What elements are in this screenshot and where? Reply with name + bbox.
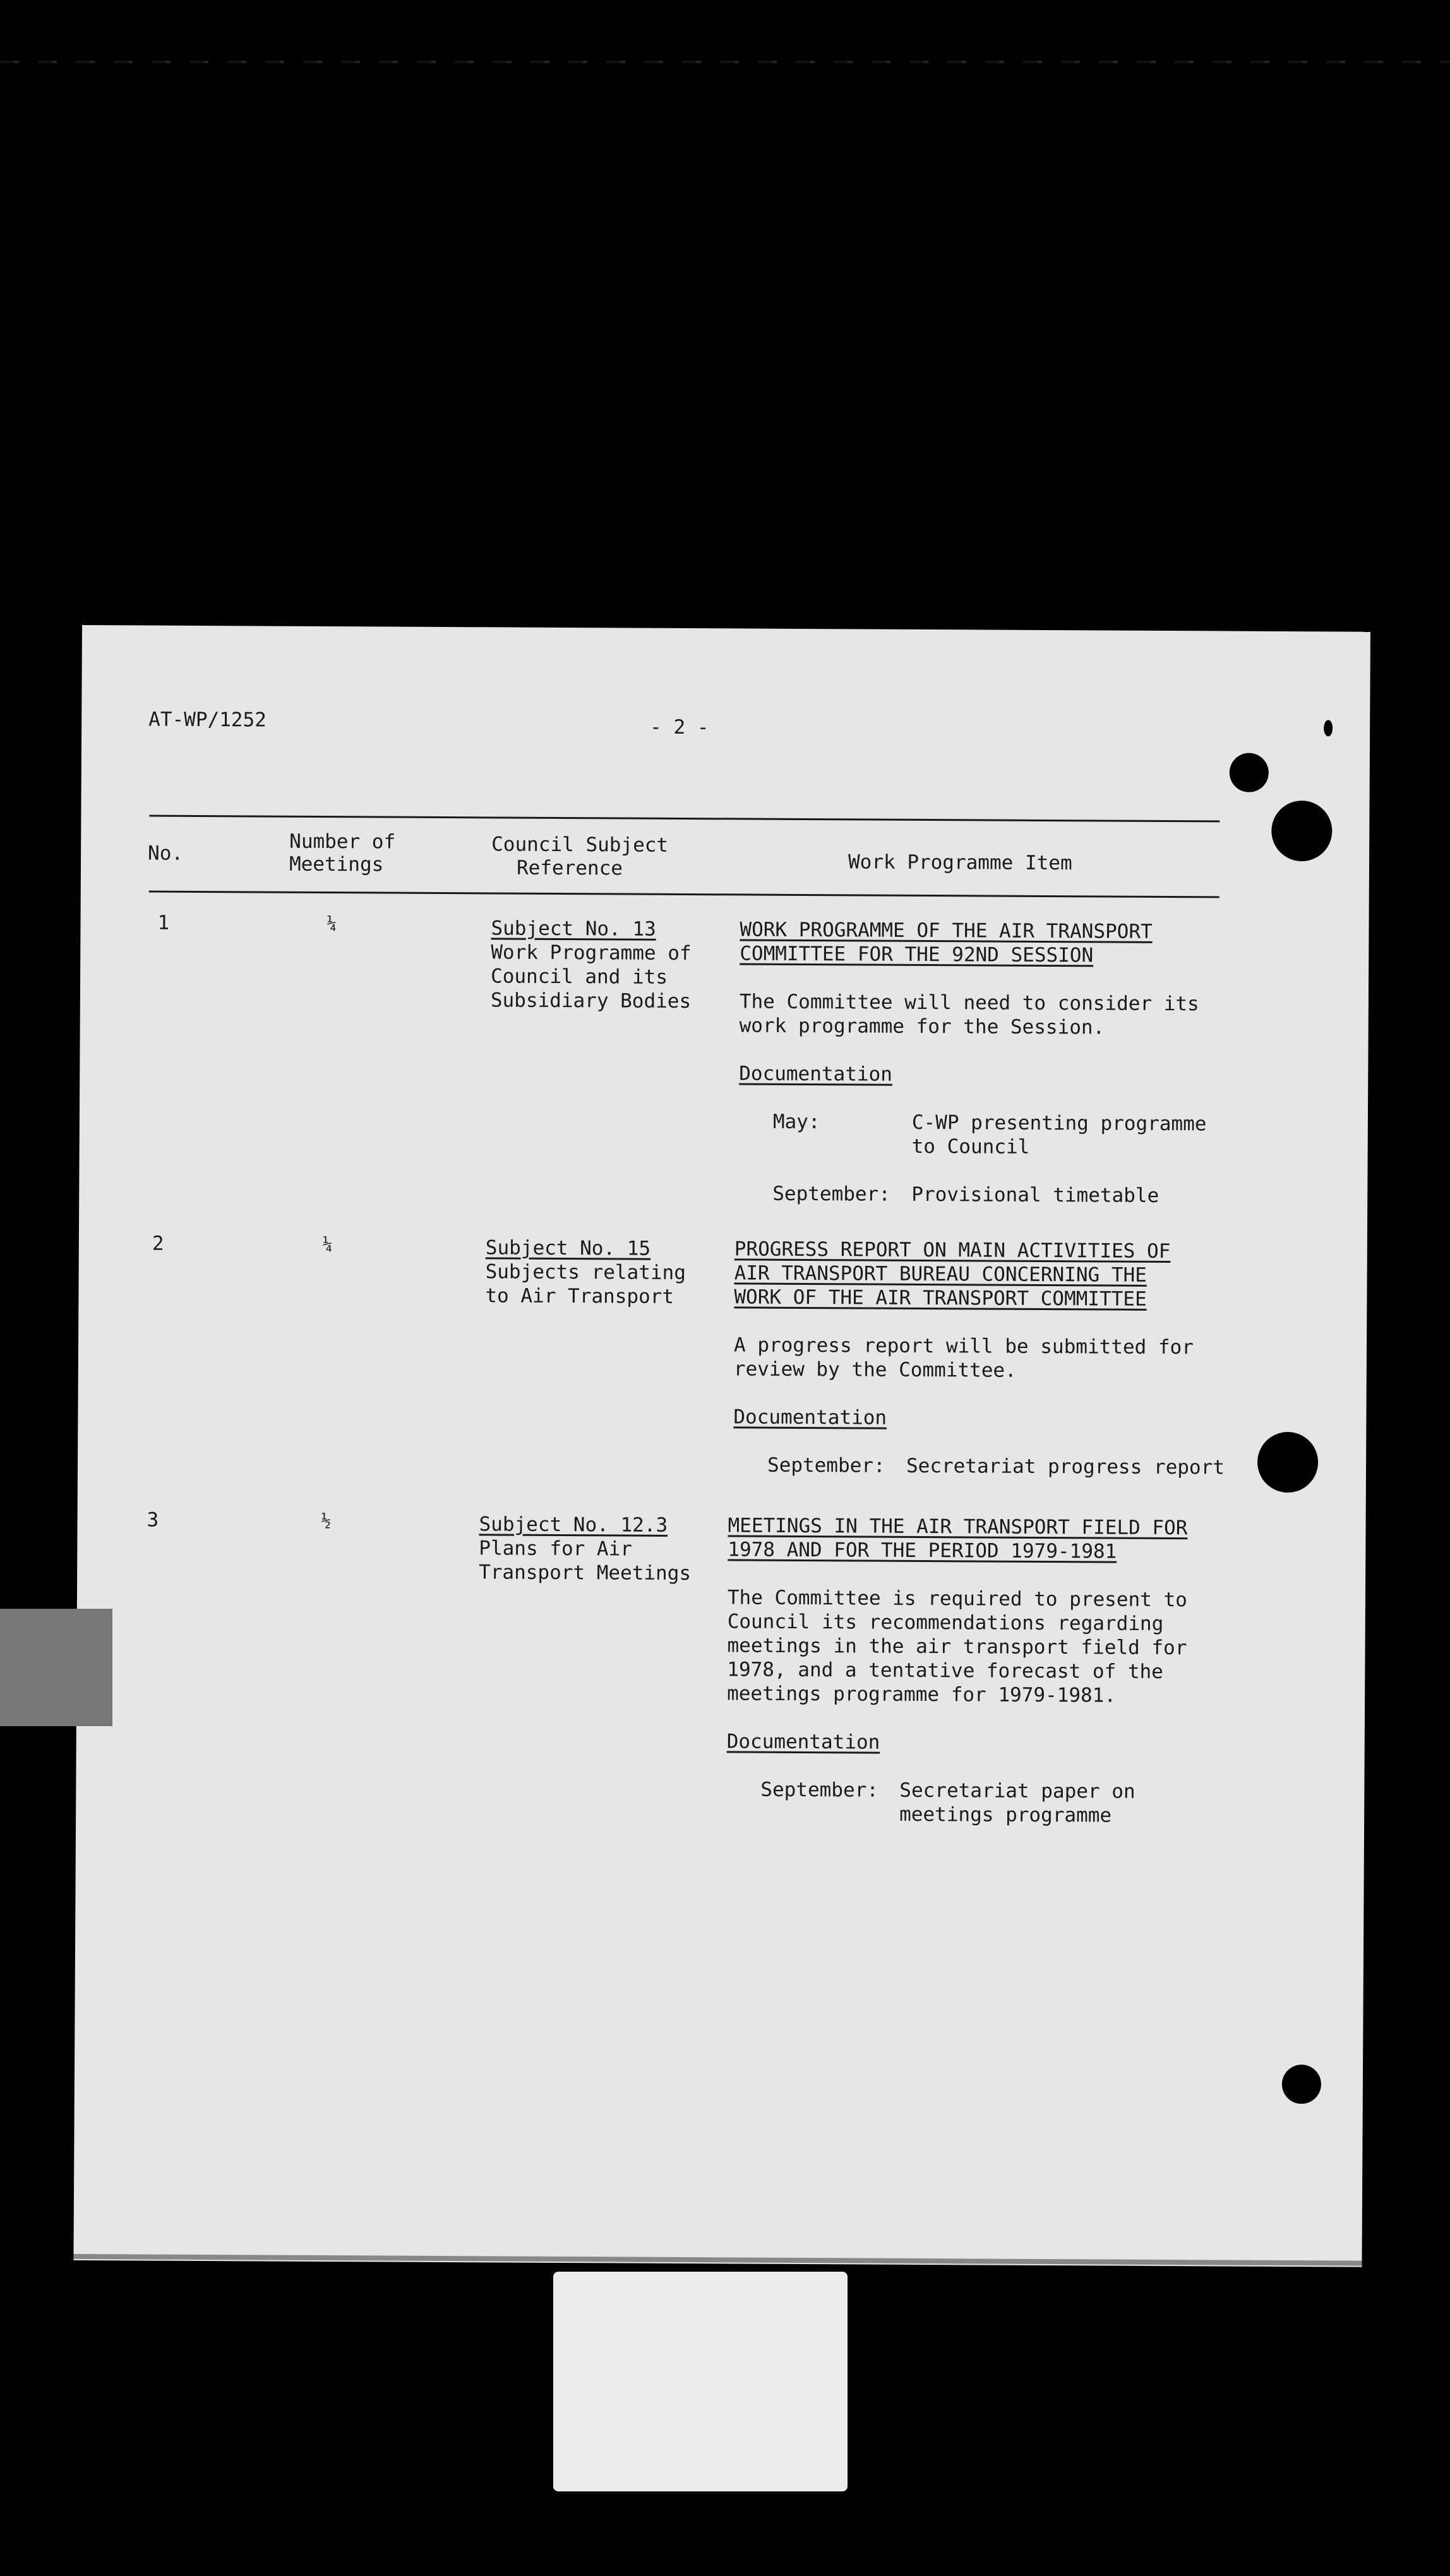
documentation-item: meetings programme [899, 1803, 1112, 1827]
item-title: WORK PROGRAMME OF THE AIR TRANSPORT [740, 918, 1153, 943]
subject-description: Transport Meetings [479, 1561, 692, 1585]
ink-speck [1324, 720, 1333, 736]
document-page [73, 625, 1370, 2267]
subject-reference: Subject No. 15 [485, 1236, 651, 1260]
subject-description: Plans for Air [479, 1537, 633, 1561]
blank-card [553, 2272, 848, 2491]
page-bottom-edge [73, 2254, 1362, 2266]
row-number: 2 [152, 1232, 164, 1255]
meetings-count: ½ [321, 1512, 332, 1531]
row-number: 1 [157, 911, 170, 934]
column-header-subject-line2: Reference [516, 856, 623, 880]
documentation-item: Provisional timetable [911, 1183, 1159, 1207]
punch-hole [1282, 2065, 1321, 2104]
documentation-date: May: [772, 1110, 820, 1134]
subject-reference: Subject No. 12.3 [479, 1513, 668, 1537]
documentation-date: September: [772, 1182, 891, 1206]
column-header-no: No. [148, 842, 184, 865]
item-title: PROGRESS REPORT ON MAIN ACTIVITIES OF [734, 1237, 1171, 1263]
item-title: AIR TRANSPORT BUREAU CONCERNING THE [734, 1261, 1147, 1287]
item-description: meetings programme for 1979-1981. [727, 1682, 1117, 1707]
document-reference: AT-WP/1252 [148, 708, 267, 732]
item-title: MEETINGS IN THE AIR TRANSPORT FIELD FOR [728, 1514, 1188, 1540]
documentation-heading: Documentation [733, 1405, 887, 1429]
subject-description: Subjects relating [485, 1260, 686, 1285]
documentation-item: C-WP presenting programme [911, 1111, 1207, 1136]
subject-reference: Subject No. 13 [491, 917, 656, 941]
documentation-date: September: [760, 1778, 879, 1802]
page-number: - 2 - [650, 715, 709, 739]
documentation-item: to Council [911, 1135, 1030, 1159]
documentation-date: September: [767, 1453, 885, 1477]
column-header-meetings-line1: Number of [289, 830, 396, 854]
item-title: 1978 AND FOR THE PERIOD 1979-1981 [728, 1538, 1117, 1563]
column-header-meetings-line2: Meetings [289, 852, 384, 876]
item-description: The Committee is required to present to [727, 1586, 1187, 1612]
table-top-rule [149, 815, 1219, 823]
item-title: COMMITTEE FOR THE 92ND SESSION [740, 942, 1094, 967]
item-description: work programme for the Session. [739, 1014, 1105, 1039]
subject-description: to Air Transport [485, 1284, 674, 1308]
row-number: 3 [147, 1508, 159, 1532]
punch-hole [1271, 801, 1333, 862]
documentation-heading: Documentation [726, 1730, 880, 1754]
item-description: A progress report will be submitted for [733, 1333, 1194, 1359]
item-title: WORK OF THE AIR TRANSPORT COMMITTEE [734, 1285, 1147, 1311]
item-description: Council its recommendations regarding [727, 1610, 1164, 1635]
subject-description: Work Programme of [491, 941, 692, 965]
documentation-heading: Documentation [739, 1062, 893, 1086]
meetings-count: ¼ [322, 1235, 333, 1255]
table-header-rule [149, 891, 1219, 898]
punch-hole [1230, 753, 1269, 792]
column-header-subject-line1: Council Subject [491, 833, 669, 857]
subject-description: Subsidiary Bodies [490, 989, 692, 1013]
documentation-item: Secretariat progress report [906, 1454, 1225, 1479]
film-tab [0, 1609, 112, 1726]
punch-hole [1257, 1432, 1319, 1493]
documentation-item: Secretariat paper on [899, 1779, 1135, 1803]
item-description: 1978, and a tentative forecast of the [727, 1658, 1163, 1683]
item-description: review by the Committee. [733, 1357, 1017, 1382]
column-header-work-item: Work Programme Item [848, 850, 1072, 875]
top-film-edge [0, 61, 1450, 63]
item-description: The Committee will need to consider its [739, 990, 1199, 1016]
meetings-count: ¼ [327, 914, 337, 934]
subject-description: Council and its [491, 965, 668, 989]
item-description: meetings in the air transport field for [727, 1634, 1187, 1660]
